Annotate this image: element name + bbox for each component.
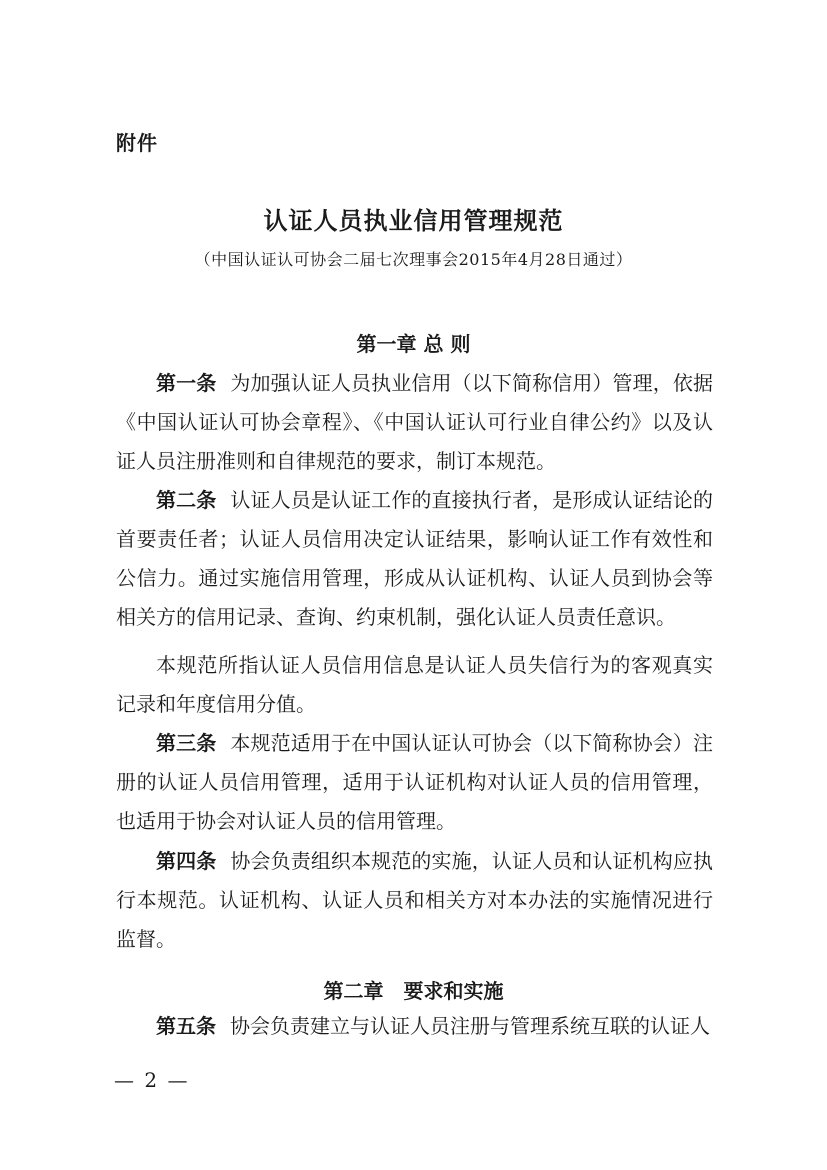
chapter-heading-1: 第一章 总 则 xyxy=(356,332,471,356)
article-paragraph-1 xyxy=(116,364,713,481)
article-text: 为加强认证人员执业信用（以下简称信用）管理，依据《中国认证认可协会章程》、《中国认证认可行业自律公约》以及认证人员注册准则和自律规范的要求，制订本规范。 xyxy=(116,371,714,473)
article-text: 本规范适用于在中国认证认可协会（以下简称协会）注册的认证人员信用管理，适用于认证机构对认证人员的信用管理，也适用于协会对认证人员的信用管理。 xyxy=(116,731,714,833)
article-text: 协会负责组织本规范的实施，认证人员和认证机构应执行本规范。认证机构、认证人员和相关方对本办法的实施情况进行监督。 xyxy=(116,849,714,951)
article-paragraph-2b xyxy=(116,646,713,724)
article-label: 第一条 xyxy=(156,371,217,395)
article-paragraph-5 xyxy=(116,1007,713,1046)
chapter-heading-2: 第二章 要求和实施 xyxy=(323,979,504,1003)
article-text: 协会负责建立与认证人员注册与管理系统互联的认证人 xyxy=(230,1014,710,1038)
article-label: 第四条 xyxy=(156,849,217,873)
attachment-label: 附件 xyxy=(116,131,158,155)
article-label: 第五条 xyxy=(156,1014,216,1038)
document-title: 认证人员执业信用管理规范 xyxy=(263,207,564,235)
article-text: 认证人员是认证工作的直接执行者，是形成认证结论的首要责任者；认证人员信用决定认证结果，影响认证工作有效性和公信力。通过实施信用管理，形成从认证机构、认证人员到协会等相关方的信用记录、查询、约束机制，强化认证人员责任意识。 xyxy=(116,488,714,629)
article-text: 本规范所指认证人员信用信息是认证人员失信行为的客观真实记录和年度信用分值。 xyxy=(116,653,713,716)
page-number: — 2 — xyxy=(114,1068,190,1092)
article-paragraph-4 xyxy=(116,842,713,959)
document-subtitle: （中国认证认可协会二届七次理事会2015年4月28日通过） xyxy=(194,250,633,269)
article-label: 第三条 xyxy=(156,731,217,755)
article-paragraph-3 xyxy=(116,724,713,841)
article-paragraph-2 xyxy=(116,481,713,637)
article-label: 第二条 xyxy=(156,488,217,512)
